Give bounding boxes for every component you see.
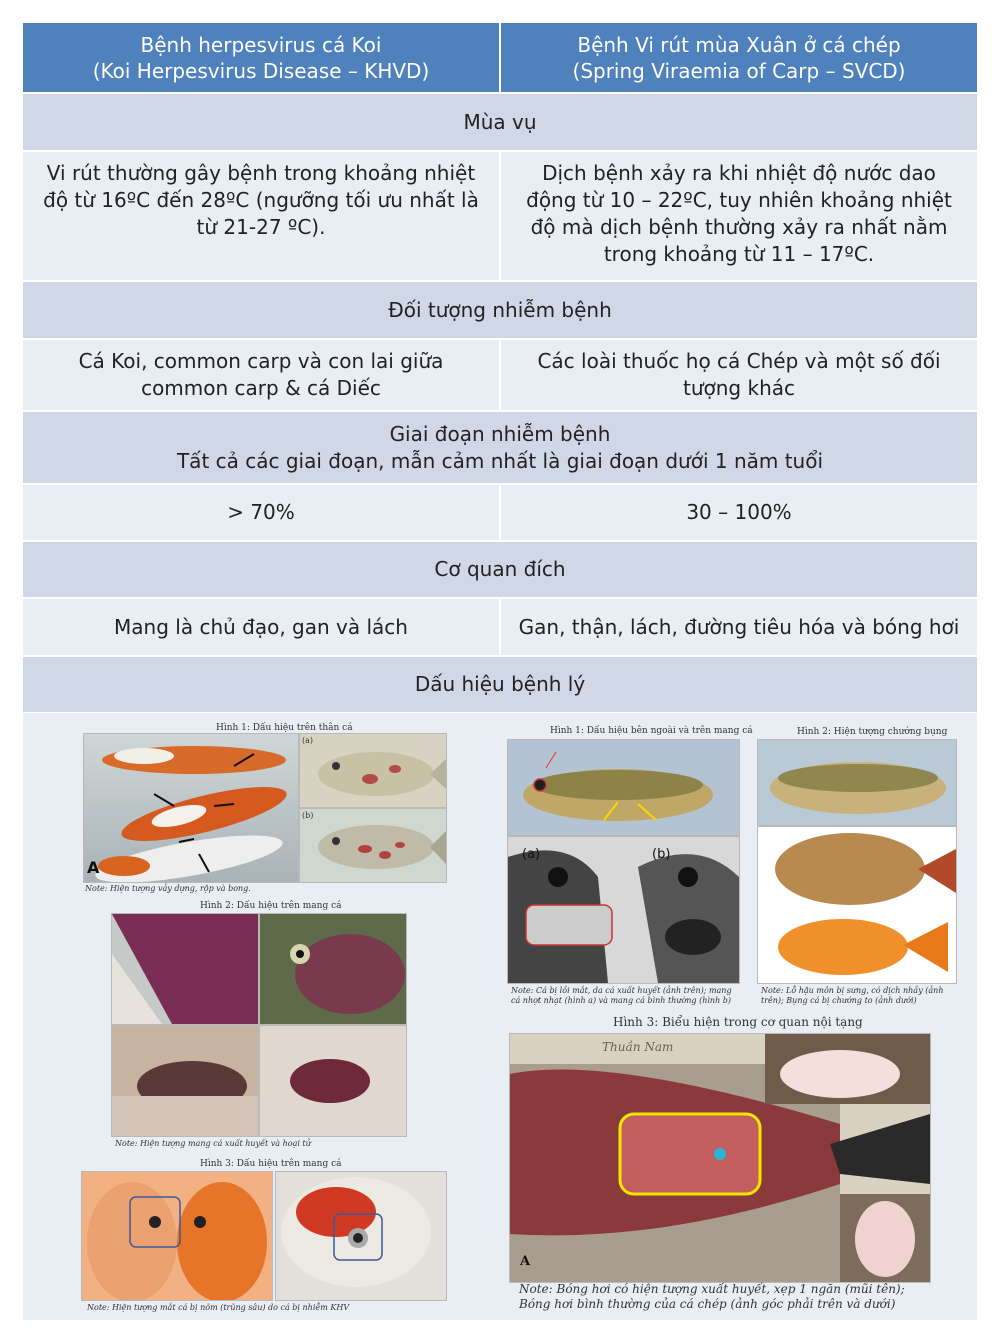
- svc-fig1-note: Note: Cá bị lồi mắt, da cá xuất huyết (ảnh trên); mang cá nhợt nhạt (hình a) và mang cá bình thường (hình b): [511, 986, 732, 1005]
- stage-row: [23, 485, 977, 540]
- section-title-stage: Giai đoạn nhiễm bệnh: [389, 421, 611, 446]
- svc-fig1-caption: Hình 1: Dấu hiệu bên ngoài và trên mang cá: [550, 726, 753, 736]
- svc-fig1-label-a: (a): [522, 847, 541, 862]
- section-title-organ: Cơ quan đích: [23, 542, 977, 597]
- khv-fig1-sublabel-a: (a): [302, 736, 314, 745]
- khv-fig1-sublabel-b: (b): [302, 811, 314, 820]
- gill-photo-2: [259, 913, 407, 1025]
- svc-fig3-caption: Hình 3: Biểu hiện trong cơ quan nội tạng: [613, 1015, 863, 1029]
- carp-photo-a: [299, 733, 447, 808]
- gill-photo-4: [259, 1025, 407, 1137]
- section-subtitle-stage: Tất cả các giai đoạn, mẫn cảm nhất là giai đoạn dưới 1 năm tuổi: [176, 448, 824, 473]
- koi-eye-photo-1: [81, 1171, 273, 1301]
- header-right: [501, 23, 977, 92]
- header-left: [23, 23, 499, 92]
- svc-internal-organs-photo: [509, 1033, 931, 1283]
- host-right: Các loài thuốc họ cá Chép và một số đối tượng khác: [501, 340, 977, 410]
- svc-fig1-label-b: (b): [652, 847, 671, 862]
- section-stage: [23, 412, 977, 483]
- gill-photo-1: [111, 913, 259, 1025]
- header-left-subtitle: (Koi Herpesvirus Disease – KHVD): [92, 58, 430, 83]
- organ-right: Gan, thận, lách, đường tiêu hóa và bóng hơi: [501, 599, 977, 655]
- section-stage-title-row: [23, 412, 977, 483]
- header-right-title: Bệnh Vi rút mùa Xuân ở cá chép: [577, 32, 901, 57]
- khv-fig1-label-a: A: [87, 858, 100, 877]
- section-organ-title-row: [23, 542, 977, 597]
- koi-eye-photo-2: [275, 1171, 447, 1301]
- svc-gill-photo: [507, 836, 740, 984]
- khv-fig3-note: Note: Hiện tượng mắt cá bị nõm (trũng sâu) do cá bị nhiễm KHV: [87, 1303, 350, 1312]
- svc-fig3-label-a: A: [520, 1254, 531, 1269]
- khv-fig1-caption: Hình 1: Dấu hiệu trên thân cá: [216, 723, 353, 733]
- stage-right: 30 – 100%: [501, 485, 977, 540]
- host-left: Cá Koi, common carp và con lai giữa common carp & cá Diếc: [23, 340, 499, 410]
- section-host-title-row: [23, 282, 977, 338]
- svc-fig2-note: Note: Lỗ hậu môn bị sưng, có dịch nhầy (ảnh trên); Bụng cá bị chướng to (ảnh dưới): [761, 986, 944, 1005]
- stage-left: > 70%: [23, 485, 499, 540]
- section-season-title-row: [23, 94, 977, 150]
- section-title-season: Mùa vụ: [23, 94, 977, 150]
- svc-belly-photo: [757, 826, 957, 984]
- gill-photo-3: [111, 1025, 259, 1137]
- section-title-signs: Dấu hiệu bệnh lý: [23, 657, 977, 712]
- svc-fig3-note: Note: Bóng hơi có hiện tượng xuất huyết, xẹp 1 ngăn (mũi tên); Bóng hơi bình thường của cá chép (ảnh góc phải trên và dưới): [519, 1282, 905, 1311]
- khv-fig2-caption: Hình 2: Dấu hiệu trên mang cá: [200, 901, 342, 911]
- khv-fig1-note: Note: Hiện tượng vảy dựng, rộp và bong.: [85, 884, 251, 893]
- khv-fig2-note: Note: Hiện tượng mang cá xuất huyết và hoại tử: [115, 1139, 311, 1148]
- koi-tank-photo: [83, 733, 299, 883]
- host-row: [23, 340, 977, 410]
- season-left: Vi rút thường gây bệnh trong khoảng nhiệt độ từ 16ºC đến 28ºC (ngưỡng tối ưu nhất là từ 21-27 ºC).: [23, 152, 499, 280]
- organ-left: Mang là chủ đạo, gan và lách: [23, 599, 499, 655]
- svc-fish-side-photo: [507, 739, 740, 836]
- svc-fig3-watermark: Thuần Nam: [602, 1040, 674, 1054]
- season-right: Dịch bệnh xảy ra khi nhiệt độ nước dao động từ 10 – 22ºC, tuy nhiên khoảng nhiệt độ mà dịch bệnh thường xảy ra nhất nằm trong khoảng từ 11 – 17ºC.: [501, 152, 977, 280]
- organ-row: [23, 599, 977, 655]
- header-right-subtitle: (Spring Viraemia of Carp – SVCD): [572, 58, 906, 83]
- header-row: [23, 23, 977, 92]
- season-row: [23, 152, 977, 280]
- section-title-host: Đối tượng nhiễm bệnh: [23, 282, 977, 338]
- khv-fig3-caption: Hình 3: Dấu hiệu trên mang cá: [200, 1159, 342, 1169]
- svc-fig2-caption: Hình 2: Hiện tượng chướng bụng: [797, 727, 948, 737]
- svc-anus-photo: [757, 739, 957, 826]
- header-left-title: Bệnh herpesvirus cá Koi: [140, 32, 382, 57]
- carp-photo-b: [299, 808, 447, 883]
- section-signs-title-row: [23, 657, 977, 712]
- figures-panel: [23, 713, 977, 1320]
